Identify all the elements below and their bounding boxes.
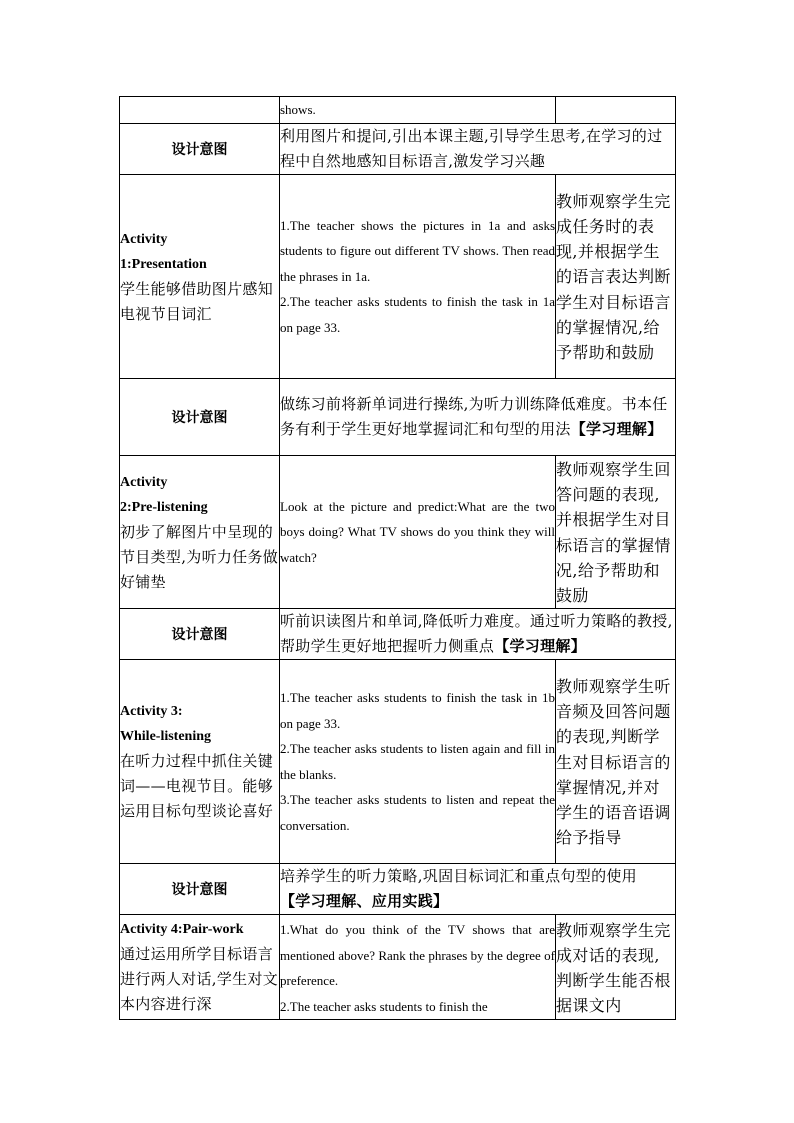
empty-cell — [556, 97, 676, 124]
design-intent-label: 设计意图 — [120, 609, 280, 660]
activity-title: Activity 4:Pair-work — [120, 922, 244, 938]
process-cell — [280, 97, 556, 124]
activity-goal: 初步了解图片中呈现的节目类型,为听力任务做好铺垫 — [120, 522, 279, 591]
process-step: 2.The teacher asks students to finish the — [280, 998, 488, 1014]
process-step: 2.The teacher asks students to listen again and fill in the blanks. — [280, 741, 555, 782]
process-step: Look at the picture and predict:What are the two boys doing? What TV shows do you think they will watch? — [280, 498, 555, 565]
activity-title: Activity 3: — [120, 704, 183, 720]
design-intent-body: 培养学生的听力策略,巩固目标词汇和重点句型的使用 — [280, 867, 637, 886]
activity-subtitle: 1:Presentation — [120, 256, 207, 272]
competency-tag: 【学习理解、应用实践】 — [280, 892, 449, 911]
competency-tag: 【学习理解】 — [570, 420, 663, 438]
activity-cell — [120, 456, 280, 609]
process-step: 1.What do you think of the TV shows that are mentioned above? Rank the phrases by the degree of preference. — [280, 922, 555, 989]
process-cell — [280, 660, 556, 864]
evaluation-cell: 教师观察学生回答问题的表现,并根据学生对目标语言的掌握情况,给予帮助和鼓励 — [556, 456, 676, 609]
activity-goal: 学生能够借助图片感知电视节目词汇 — [120, 279, 274, 323]
design-intent-text — [280, 124, 676, 175]
design-intent-label: 设计意图 — [120, 864, 280, 915]
activity-subtitle: 2:Pre-listening — [120, 499, 208, 515]
activity-title: Activity — [120, 474, 168, 490]
design-intent-text — [280, 609, 676, 660]
design-intent-body: 做练习前将新单词进行操练,为听力训练降低难度。书本任务有利于学生更好地掌握词汇和句型的用法 — [280, 395, 668, 438]
activity-cell — [120, 175, 280, 379]
process-step: 3.The teacher asks students to listen and repeat the conversation. — [280, 792, 555, 833]
design-intent-text — [280, 379, 676, 456]
activity-cell — [120, 660, 280, 864]
process-step: 2.The teacher asks students to finish the task in 1a on page 33. — [280, 294, 555, 335]
design-intent-row — [120, 124, 676, 175]
evaluation-cell: 教师观察学生听音频及回答问题的表现,判断学生对目标语言的掌握情况,并对学生的语音语调给予指导 — [556, 660, 676, 864]
empty-cell — [120, 97, 280, 124]
design-intent-row — [120, 864, 676, 915]
activity-cell — [120, 915, 280, 1020]
design-intent-row — [120, 609, 676, 660]
process-tail: shows. — [280, 102, 316, 117]
process-step: 1.The teacher shows the pictures in 1a and asks students to figure out different TV shows. Then read the phrases in 1a. — [280, 217, 555, 284]
process-cell — [280, 915, 556, 1020]
activity-row — [120, 915, 676, 1020]
activity-title: Activity — [120, 231, 168, 247]
evaluation-cell: 教师观察学生完成对话的表现,判断学生能否根据课文内 — [556, 915, 676, 1020]
activity-row — [120, 660, 676, 864]
activity-subtitle: While-listening — [120, 729, 212, 745]
table-row — [120, 97, 676, 124]
design-intent-label: 设计意图 — [120, 124, 280, 175]
activity-row — [120, 456, 676, 609]
activity-goal: 通过运用所学目标语言进行两人对话,学生对文本内容进行深 — [120, 945, 279, 1014]
design-intent-label: 设计意图 — [120, 379, 280, 456]
design-intent-body: 听前识读图片和单词,降低听力难度。通过听力策略的教授,帮助学生更好地把握听力侧重点 — [280, 612, 673, 656]
design-intent-text — [280, 864, 676, 915]
activity-row — [120, 175, 676, 379]
process-cell — [280, 456, 556, 609]
design-intent-row — [120, 379, 676, 456]
process-cell — [280, 175, 556, 379]
activity-goal: 在听力过程中抓住关键词——电视节目。能够运用目标句型谈论喜好 — [120, 752, 274, 821]
lesson-plan-table — [119, 96, 676, 1020]
process-step: 1.The teacher asks students to finish the task in 1b on page 33. — [280, 690, 555, 731]
competency-tag: 【学习理解】 — [494, 637, 587, 656]
design-intent-body: 利用图片和提问,引出本课主题,引导学生思考,在学习的过程中自然地感知目标语言,激发学习兴趣 — [280, 127, 663, 170]
evaluation-cell: 教师观察学生完成任务时的表现,并根据学生的语言表达判断学生对目标语言的掌握情况,给予帮助和鼓励 — [556, 175, 676, 379]
